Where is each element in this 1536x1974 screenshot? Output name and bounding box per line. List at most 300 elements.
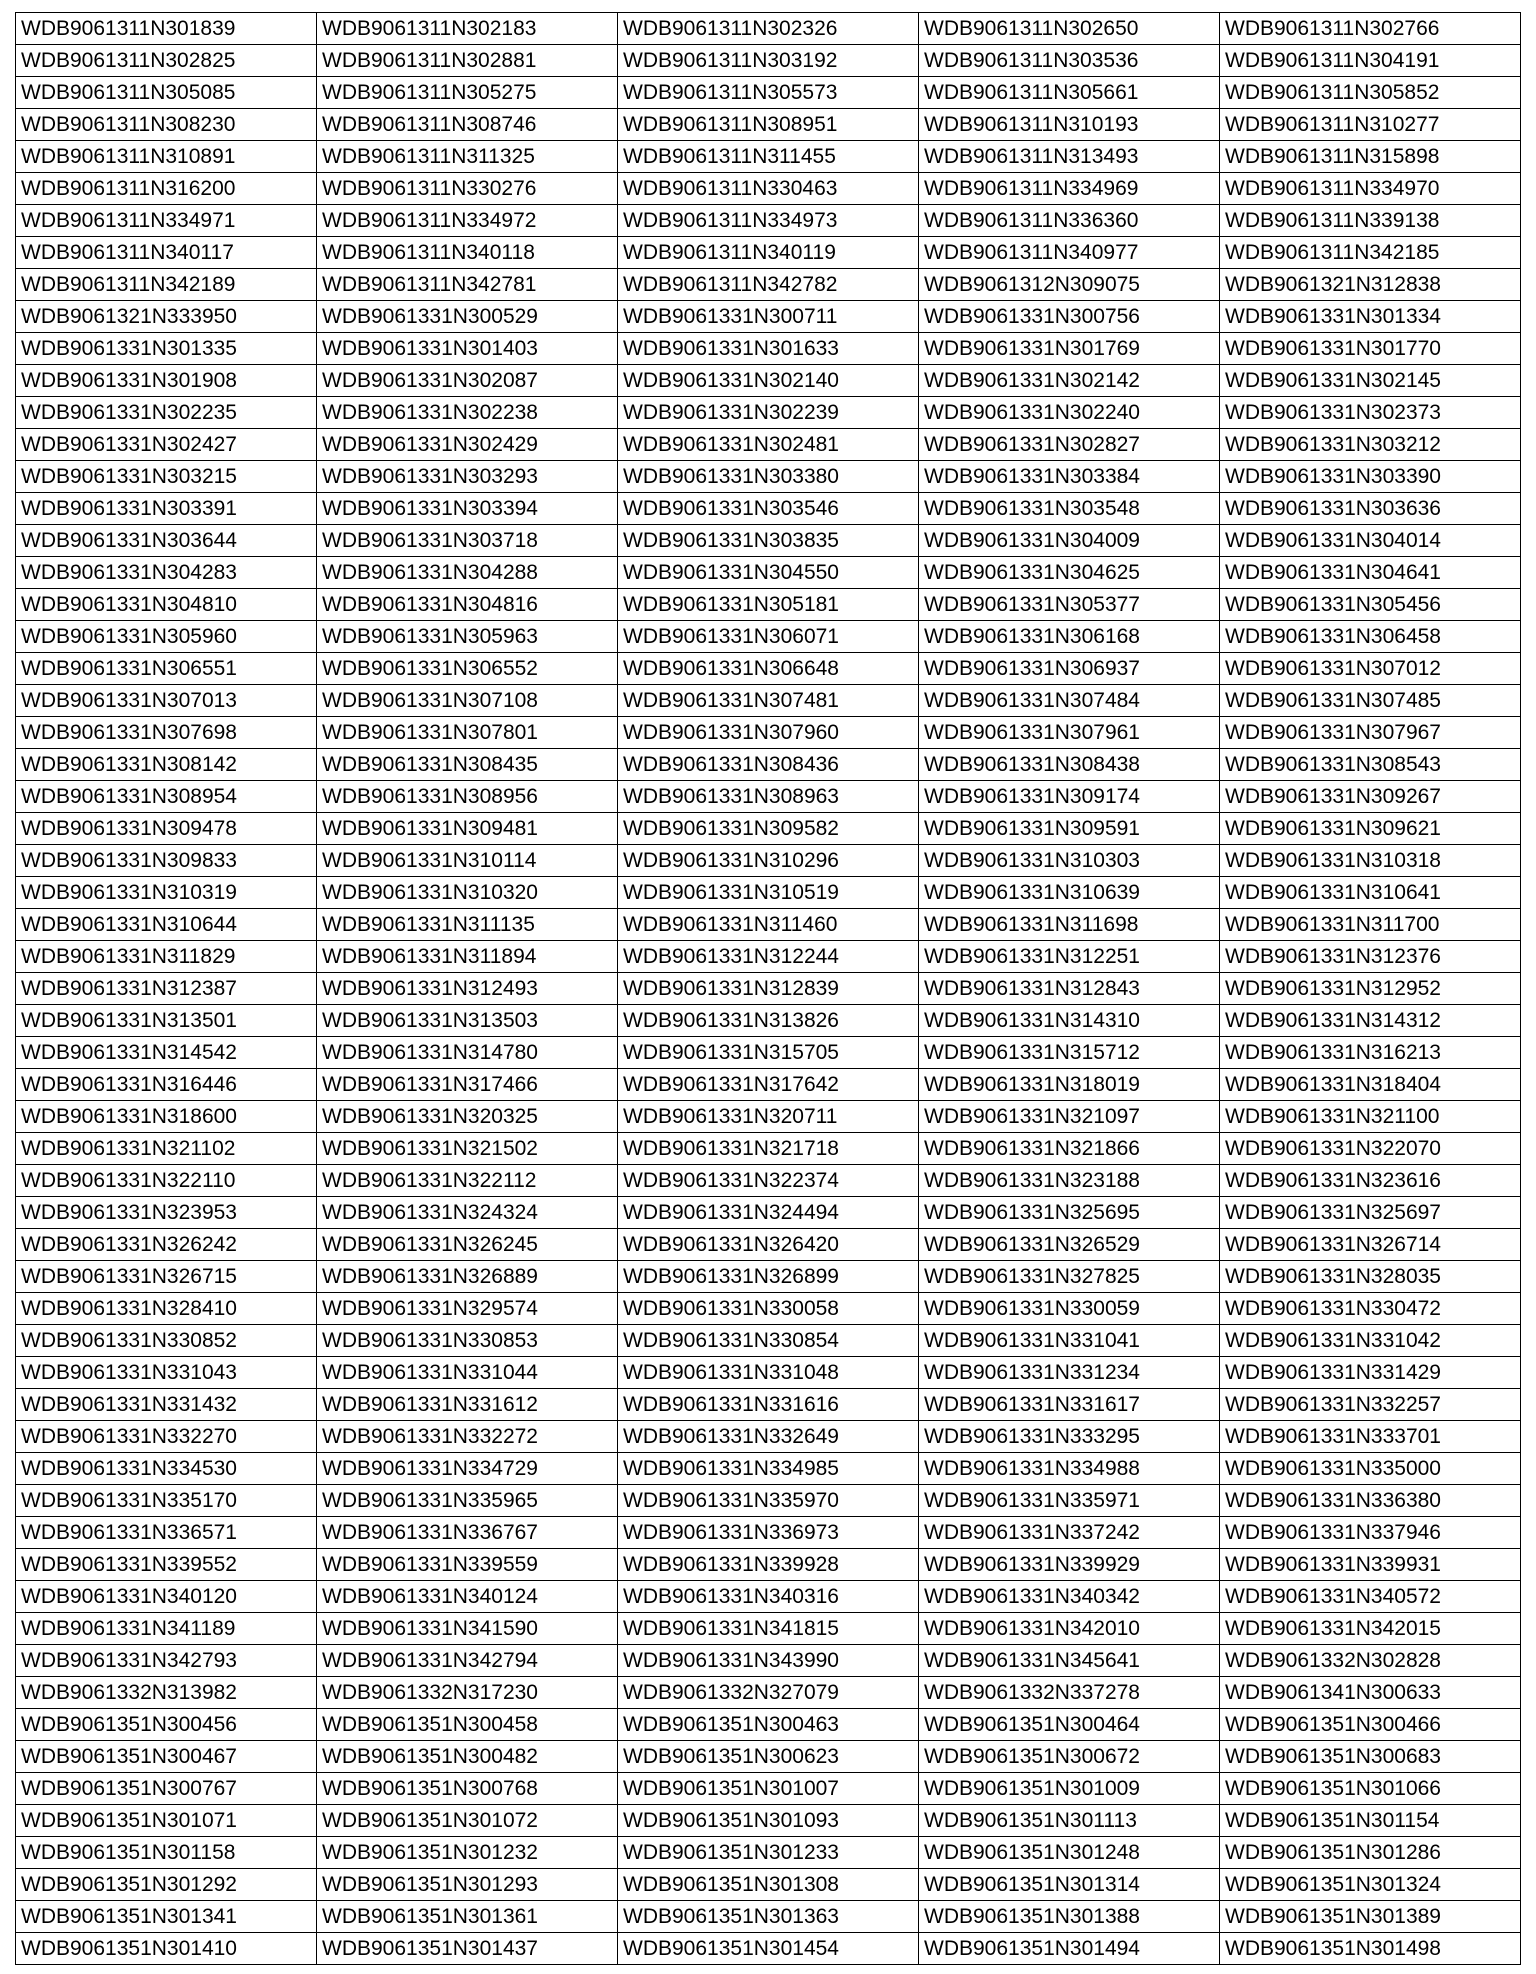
table-cell: WDB9061331N331432 [16, 1389, 317, 1421]
table-row [16, 653, 1521, 685]
table-cell: WDB9061311N334971 [16, 205, 317, 237]
table-cell: WDB9061311N301839 [16, 13, 317, 45]
table-cell: WDB9061331N332649 [618, 1421, 919, 1453]
table-cell: WDB9061331N300756 [919, 301, 1220, 333]
table-row [16, 1869, 1521, 1901]
table-cell: WDB9061331N317642 [618, 1069, 919, 1101]
table-cell: WDB9061331N301334 [1220, 301, 1521, 333]
table-cell: WDB9061351N301113 [919, 1805, 1220, 1837]
table-cell: WDB9061331N306168 [919, 621, 1220, 653]
table-cell: WDB9061311N342782 [618, 269, 919, 301]
table-cell: WDB9061311N313493 [919, 141, 1220, 173]
table-cell: WDB9061331N313503 [317, 1005, 618, 1037]
table-row [16, 1677, 1521, 1709]
table-cell: WDB9061331N310114 [317, 845, 618, 877]
table-cell: WDB9061331N331617 [919, 1389, 1220, 1421]
table-cell: WDB9061331N340572 [1220, 1581, 1521, 1613]
table-cell: WDB9061351N301292 [16, 1869, 317, 1901]
table-cell: WDB9061331N311700 [1220, 909, 1521, 941]
table-cell: WDB9061331N340124 [317, 1581, 618, 1613]
table-cell: WDB9061351N301314 [919, 1869, 1220, 1901]
table-cell: WDB9061351N301071 [16, 1805, 317, 1837]
table-cell: WDB9061331N309267 [1220, 781, 1521, 813]
table-cell: WDB9061331N340342 [919, 1581, 1220, 1613]
table-row [16, 621, 1521, 653]
table-cell: WDB9061331N306458 [1220, 621, 1521, 653]
table-cell: WDB9061331N318600 [16, 1101, 317, 1133]
table-cell: WDB9061331N308956 [317, 781, 618, 813]
table-cell: WDB9061331N334985 [618, 1453, 919, 1485]
table-cell: WDB9061331N322070 [1220, 1133, 1521, 1165]
table-row [16, 13, 1521, 45]
table-row [16, 301, 1521, 333]
table-cell: WDB9061331N310303 [919, 845, 1220, 877]
table-cell: WDB9061311N310891 [16, 141, 317, 173]
table-cell: WDB9061331N330852 [16, 1325, 317, 1357]
table-cell: WDB9061331N321102 [16, 1133, 317, 1165]
table-cell: WDB9061332N327079 [618, 1677, 919, 1709]
table-cell: WDB9061331N340316 [618, 1581, 919, 1613]
table-cell: WDB9061331N303394 [317, 493, 618, 525]
table-cell: WDB9061331N301633 [618, 333, 919, 365]
table-cell: WDB9061331N308963 [618, 781, 919, 813]
table-cell: WDB9061331N305181 [618, 589, 919, 621]
table-cell: WDB9061311N305661 [919, 77, 1220, 109]
table-row [16, 1613, 1521, 1645]
table-row [16, 1453, 1521, 1485]
table-row [16, 429, 1521, 461]
table-cell: WDB9061331N336767 [317, 1517, 618, 1549]
table-cell: WDB9061331N308438 [919, 749, 1220, 781]
table-cell: WDB9061331N312839 [618, 973, 919, 1005]
table-cell: WDB9061331N337946 [1220, 1517, 1521, 1549]
table-cell: WDB9061331N306648 [618, 653, 919, 685]
table-cell: WDB9061331N307960 [618, 717, 919, 749]
table-cell: WDB9061351N300464 [919, 1709, 1220, 1741]
table-cell: WDB9061331N342794 [317, 1645, 618, 1677]
table-cell: WDB9061351N301308 [618, 1869, 919, 1901]
table-row [16, 1229, 1521, 1261]
table-cell: WDB9061331N334729 [317, 1453, 618, 1485]
table-row [16, 1101, 1521, 1133]
table-cell: WDB9061331N330854 [618, 1325, 919, 1357]
table-row [16, 1933, 1521, 1965]
table-row [16, 205, 1521, 237]
table-cell: WDB9061331N310318 [1220, 845, 1521, 877]
table-cell: WDB9061331N303636 [1220, 493, 1521, 525]
table-cell: WDB9061331N312244 [618, 941, 919, 973]
table-cell: WDB9061331N305963 [317, 621, 618, 653]
table-cell: WDB9061331N308954 [16, 781, 317, 813]
table-cell: WDB9061311N308230 [16, 109, 317, 141]
table-cell: WDB9061331N307013 [16, 685, 317, 717]
table-cell: WDB9061331N322110 [16, 1165, 317, 1197]
table-cell: WDB9061331N302140 [618, 365, 919, 397]
table-cell: WDB9061331N311698 [919, 909, 1220, 941]
table-cell: WDB9061331N303835 [618, 525, 919, 557]
table-cell: WDB9061311N303536 [919, 45, 1220, 77]
table-cell: WDB9061332N317230 [317, 1677, 618, 1709]
table-row [16, 1069, 1521, 1101]
table-cell: WDB9061331N302239 [618, 397, 919, 429]
table-cell: WDB9061331N308142 [16, 749, 317, 781]
table-cell: WDB9061311N340119 [618, 237, 919, 269]
table-cell: WDB9061331N342015 [1220, 1613, 1521, 1645]
table-cell: WDB9061351N300672 [919, 1741, 1220, 1773]
table-cell: WDB9061351N301293 [317, 1869, 618, 1901]
table-cell: WDB9061331N322112 [317, 1165, 618, 1197]
table-cell: WDB9061311N342189 [16, 269, 317, 301]
table-cell: WDB9061331N341189 [16, 1613, 317, 1645]
table-cell: WDB9061331N308543 [1220, 749, 1521, 781]
table-row [16, 1005, 1521, 1037]
table-cell: WDB9061331N321502 [317, 1133, 618, 1165]
table-cell: WDB9061331N302087 [317, 365, 618, 397]
table-cell: WDB9061331N303390 [1220, 461, 1521, 493]
table-cell: WDB9061351N301248 [919, 1837, 1220, 1869]
table-cell: WDB9061311N304191 [1220, 45, 1521, 77]
table-cell: WDB9061331N314310 [919, 1005, 1220, 1037]
table-cell: WDB9061331N309591 [919, 813, 1220, 845]
table-cell: WDB9061331N310641 [1220, 877, 1521, 909]
table-cell: WDB9061331N322374 [618, 1165, 919, 1197]
table-cell: WDB9061351N300482 [317, 1741, 618, 1773]
table-cell: WDB9061311N311325 [317, 141, 618, 173]
table-row [16, 1389, 1521, 1421]
table-row [16, 909, 1521, 941]
table-cell: WDB9061331N337242 [919, 1517, 1220, 1549]
table-cell: WDB9061331N304625 [919, 557, 1220, 589]
table-row [16, 781, 1521, 813]
table-cell: WDB9061351N301341 [16, 1901, 317, 1933]
table-row [16, 717, 1521, 749]
table-row [16, 685, 1521, 717]
table-row [16, 237, 1521, 269]
table-row [16, 525, 1521, 557]
table-row [16, 1165, 1521, 1197]
table-cell: WDB9061331N332272 [317, 1421, 618, 1453]
table-cell: WDB9061332N313982 [16, 1677, 317, 1709]
table-cell: WDB9061331N326899 [618, 1261, 919, 1293]
table-row [16, 1357, 1521, 1389]
table-cell: WDB9061331N310296 [618, 845, 919, 877]
table-cell: WDB9061311N342185 [1220, 237, 1521, 269]
table-cell: WDB9061331N326242 [16, 1229, 317, 1261]
table-cell: WDB9061331N335000 [1220, 1453, 1521, 1485]
table-cell: WDB9061311N334972 [317, 205, 618, 237]
table-cell: WDB9061331N315712 [919, 1037, 1220, 1069]
table-cell: WDB9061331N340120 [16, 1581, 317, 1613]
table-cell: WDB9061331N307012 [1220, 653, 1521, 685]
table-cell: WDB9061331N328035 [1220, 1261, 1521, 1293]
table-cell: WDB9061331N326889 [317, 1261, 618, 1293]
table-cell: WDB9061331N327825 [919, 1261, 1220, 1293]
table-cell: WDB9061331N312493 [317, 973, 618, 1005]
table-cell: WDB9061331N310319 [16, 877, 317, 909]
table-cell: WDB9061331N311460 [618, 909, 919, 941]
table-cell: WDB9061311N305275 [317, 77, 618, 109]
table-cell: WDB9061331N336973 [618, 1517, 919, 1549]
table-cell: WDB9061311N315898 [1220, 141, 1521, 173]
table-cell: WDB9061331N309478 [16, 813, 317, 845]
table-cell: WDB9061331N331048 [618, 1357, 919, 1389]
table-cell: WDB9061331N326420 [618, 1229, 919, 1261]
table-cell: WDB9061331N304283 [16, 557, 317, 589]
table-cell: WDB9061331N302145 [1220, 365, 1521, 397]
table-cell: WDB9061331N326529 [919, 1229, 1220, 1261]
table-cell: WDB9061331N331429 [1220, 1357, 1521, 1389]
table-row [16, 1037, 1521, 1069]
table-cell: WDB9061331N302373 [1220, 397, 1521, 429]
table-cell: WDB9061351N300463 [618, 1709, 919, 1741]
table-cell: WDB9061331N318019 [919, 1069, 1220, 1101]
table-cell: WDB9061331N321718 [618, 1133, 919, 1165]
table-row [16, 1901, 1521, 1933]
table-cell: WDB9061331N312387 [16, 973, 317, 1005]
table-cell: WDB9061351N301158 [16, 1837, 317, 1869]
table-cell: WDB9061351N301494 [919, 1933, 1220, 1965]
table-cell: WDB9061331N334530 [16, 1453, 317, 1485]
table-cell: WDB9061351N301389 [1220, 1901, 1521, 1933]
table-cell: WDB9061331N332270 [16, 1421, 317, 1453]
table-cell: WDB9061331N307484 [919, 685, 1220, 717]
table-cell: WDB9061331N303644 [16, 525, 317, 557]
table-cell: WDB9061331N303380 [618, 461, 919, 493]
table-cell: WDB9061331N323616 [1220, 1165, 1521, 1197]
table-cell: WDB9061331N303718 [317, 525, 618, 557]
table-cell: WDB9061351N301286 [1220, 1837, 1521, 1869]
table-cell: WDB9061351N300456 [16, 1709, 317, 1741]
table-cell: WDB9061331N304641 [1220, 557, 1521, 589]
table-cell: WDB9061331N342793 [16, 1645, 317, 1677]
table-cell: WDB9061331N310320 [317, 877, 618, 909]
vin-table-body [16, 13, 1521, 1965]
table-cell: WDB9061331N326715 [16, 1261, 317, 1293]
table-cell: WDB9061331N307961 [919, 717, 1220, 749]
table-cell: WDB9061331N329574 [317, 1293, 618, 1325]
table-cell: WDB9061331N324324 [317, 1197, 618, 1229]
table-cell: WDB9061331N342010 [919, 1613, 1220, 1645]
table-cell: WDB9061331N312952 [1220, 973, 1521, 1005]
table-cell: WDB9061311N330463 [618, 173, 919, 205]
table-cell: WDB9061331N317466 [317, 1069, 618, 1101]
table-cell: WDB9061331N336380 [1220, 1485, 1521, 1517]
table-row [16, 397, 1521, 429]
table-row [16, 77, 1521, 109]
table-cell: WDB9061331N307967 [1220, 717, 1521, 749]
table-cell: WDB9061331N308436 [618, 749, 919, 781]
table-cell: WDB9061331N326714 [1220, 1229, 1521, 1261]
table-cell: WDB9061331N309481 [317, 813, 618, 845]
table-row [16, 1773, 1521, 1805]
table-cell: WDB9061331N334988 [919, 1453, 1220, 1485]
table-cell: WDB9061311N305085 [16, 77, 317, 109]
table-cell: WDB9061331N301335 [16, 333, 317, 365]
table-cell: WDB9061351N300466 [1220, 1709, 1521, 1741]
table-cell: WDB9061331N330059 [919, 1293, 1220, 1325]
table-cell: WDB9061331N341815 [618, 1613, 919, 1645]
table-cell: WDB9061331N309582 [618, 813, 919, 845]
table-cell: WDB9061331N301908 [16, 365, 317, 397]
table-cell: WDB9061331N311829 [16, 941, 317, 973]
table-row [16, 589, 1521, 621]
table-row [16, 813, 1521, 845]
table-cell: WDB9061331N341590 [317, 1613, 618, 1645]
table-row [16, 365, 1521, 397]
table-row [16, 493, 1521, 525]
table-cell: WDB9061331N335971 [919, 1485, 1220, 1517]
table-cell: WDB9061331N306071 [618, 621, 919, 653]
table-cell: WDB9061351N301388 [919, 1901, 1220, 1933]
table-row [16, 1741, 1521, 1773]
table-cell: WDB9061331N332257 [1220, 1389, 1521, 1421]
table-cell: WDB9061351N300467 [16, 1741, 317, 1773]
table-cell: WDB9061331N302827 [919, 429, 1220, 461]
table-cell: WDB9061331N330472 [1220, 1293, 1521, 1325]
table-cell: WDB9061311N342781 [317, 269, 618, 301]
table-cell: WDB9061331N331043 [16, 1357, 317, 1389]
table-cell: WDB9061332N302828 [1220, 1645, 1521, 1677]
table-cell: WDB9061351N301007 [618, 1773, 919, 1805]
table-cell: WDB9061351N300623 [618, 1741, 919, 1773]
table-cell: WDB9061351N300458 [317, 1709, 618, 1741]
table-cell: WDB9061331N307108 [317, 685, 618, 717]
table-cell: WDB9061331N308435 [317, 749, 618, 781]
table-cell: WDB9061331N335170 [16, 1485, 317, 1517]
table-cell: WDB9061311N302825 [16, 45, 317, 77]
table-cell: WDB9061331N325695 [919, 1197, 1220, 1229]
table-cell: WDB9061331N307801 [317, 717, 618, 749]
table-cell: WDB9061331N343990 [618, 1645, 919, 1677]
table-cell: WDB9061331N303212 [1220, 429, 1521, 461]
table-cell: WDB9061351N301363 [618, 1901, 919, 1933]
table-row [16, 845, 1521, 877]
table-cell: WDB9061331N331234 [919, 1357, 1220, 1389]
table-cell: WDB9061331N302235 [16, 397, 317, 429]
table-cell: WDB9061331N307698 [16, 717, 317, 749]
table-cell: WDB9061331N312251 [919, 941, 1220, 973]
table-cell: WDB9061311N302183 [317, 13, 618, 45]
table-cell: WDB9061311N336360 [919, 205, 1220, 237]
table-cell: WDB9061331N339928 [618, 1549, 919, 1581]
table-cell: WDB9061311N302766 [1220, 13, 1521, 45]
table-cell: WDB9061351N300683 [1220, 1741, 1521, 1773]
table-cell: WDB9061331N301403 [317, 333, 618, 365]
table-cell: WDB9061331N305456 [1220, 589, 1521, 621]
table-cell: WDB9061331N335965 [317, 1485, 618, 1517]
table-row [16, 1581, 1521, 1613]
table-row [16, 1293, 1521, 1325]
table-cell: WDB9061331N336571 [16, 1517, 317, 1549]
vin-table [15, 12, 1521, 1965]
table-row [16, 557, 1521, 589]
table-cell: WDB9061331N339559 [317, 1549, 618, 1581]
table-cell: WDB9061331N305377 [919, 589, 1220, 621]
table-cell: WDB9061311N334969 [919, 173, 1220, 205]
table-cell: WDB9061331N307481 [618, 685, 919, 717]
table-cell: WDB9061331N302481 [618, 429, 919, 461]
table-cell: WDB9061331N310519 [618, 877, 919, 909]
table-cell: WDB9061351N301009 [919, 1773, 1220, 1805]
table-row [16, 109, 1521, 141]
table-cell: WDB9061351N301454 [618, 1933, 919, 1965]
table-cell: WDB9061331N302238 [317, 397, 618, 429]
table-cell: WDB9061351N300767 [16, 1773, 317, 1805]
table-cell: WDB9061331N320325 [317, 1101, 618, 1133]
table-cell: WDB9061311N334973 [618, 205, 919, 237]
table-cell: WDB9061331N331041 [919, 1325, 1220, 1357]
table-row [16, 1421, 1521, 1453]
table-cell: WDB9061331N306937 [919, 653, 1220, 685]
table-cell: WDB9061331N304288 [317, 557, 618, 589]
table-cell: WDB9061331N324494 [618, 1197, 919, 1229]
table-cell: WDB9061331N333701 [1220, 1421, 1521, 1453]
table-cell: WDB9061311N311455 [618, 141, 919, 173]
table-cell: WDB9061331N314312 [1220, 1005, 1521, 1037]
table-row [16, 141, 1521, 173]
table-cell: WDB9061331N313826 [618, 1005, 919, 1037]
table-cell: WDB9061311N305852 [1220, 77, 1521, 109]
table-cell: WDB9061331N331612 [317, 1389, 618, 1421]
table-row [16, 333, 1521, 365]
table-row [16, 269, 1521, 301]
table-cell: WDB9061331N310644 [16, 909, 317, 941]
table-cell: WDB9061351N301498 [1220, 1933, 1521, 1965]
table-cell: WDB9061331N316446 [16, 1069, 317, 1101]
table-cell: WDB9061311N340117 [16, 237, 317, 269]
table-cell: WDB9061331N305960 [16, 621, 317, 653]
table-row [16, 1485, 1521, 1517]
table-cell: WDB9061321N333950 [16, 301, 317, 333]
table-cell: WDB9061331N309833 [16, 845, 317, 877]
table-cell: WDB9061331N339931 [1220, 1549, 1521, 1581]
table-row [16, 1645, 1521, 1677]
table-cell: WDB9061311N340977 [919, 237, 1220, 269]
table-cell: WDB9061331N302429 [317, 429, 618, 461]
table-cell: WDB9061312N309075 [919, 269, 1220, 301]
table-cell: WDB9061351N301324 [1220, 1869, 1521, 1901]
table-cell: WDB9061331N300529 [317, 301, 618, 333]
table-cell: WDB9061331N333295 [919, 1421, 1220, 1453]
table-row [16, 1325, 1521, 1357]
table-cell: WDB9061331N306552 [317, 653, 618, 685]
table-cell: WDB9061331N321866 [919, 1133, 1220, 1165]
table-cell: WDB9061311N302650 [919, 13, 1220, 45]
table-cell: WDB9061331N309174 [919, 781, 1220, 813]
table-cell: WDB9061331N316213 [1220, 1037, 1521, 1069]
table-cell: WDB9061311N334970 [1220, 173, 1521, 205]
table-cell: WDB9061331N302240 [919, 397, 1220, 429]
table-cell: WDB9061351N301410 [16, 1933, 317, 1965]
table-cell: WDB9061331N303548 [919, 493, 1220, 525]
table-cell: WDB9061331N304816 [317, 589, 618, 621]
table-cell: WDB9061331N323953 [16, 1197, 317, 1229]
table-cell: WDB9061311N339138 [1220, 205, 1521, 237]
table-cell: WDB9061331N315705 [618, 1037, 919, 1069]
table-cell: WDB9061331N321100 [1220, 1101, 1521, 1133]
table-cell: WDB9061311N303192 [618, 45, 919, 77]
table-cell: WDB9061331N302142 [919, 365, 1220, 397]
table-cell: WDB9061351N301232 [317, 1837, 618, 1869]
table-cell: WDB9061311N340118 [317, 237, 618, 269]
table-cell: WDB9061351N301066 [1220, 1773, 1521, 1805]
table-cell: WDB9061351N301437 [317, 1933, 618, 1965]
table-cell: WDB9061331N312376 [1220, 941, 1521, 973]
table-cell: WDB9061331N345641 [919, 1645, 1220, 1677]
table-cell: WDB9061331N304014 [1220, 525, 1521, 557]
table-cell: WDB9061351N301361 [317, 1901, 618, 1933]
table-cell: WDB9061331N331042 [1220, 1325, 1521, 1357]
